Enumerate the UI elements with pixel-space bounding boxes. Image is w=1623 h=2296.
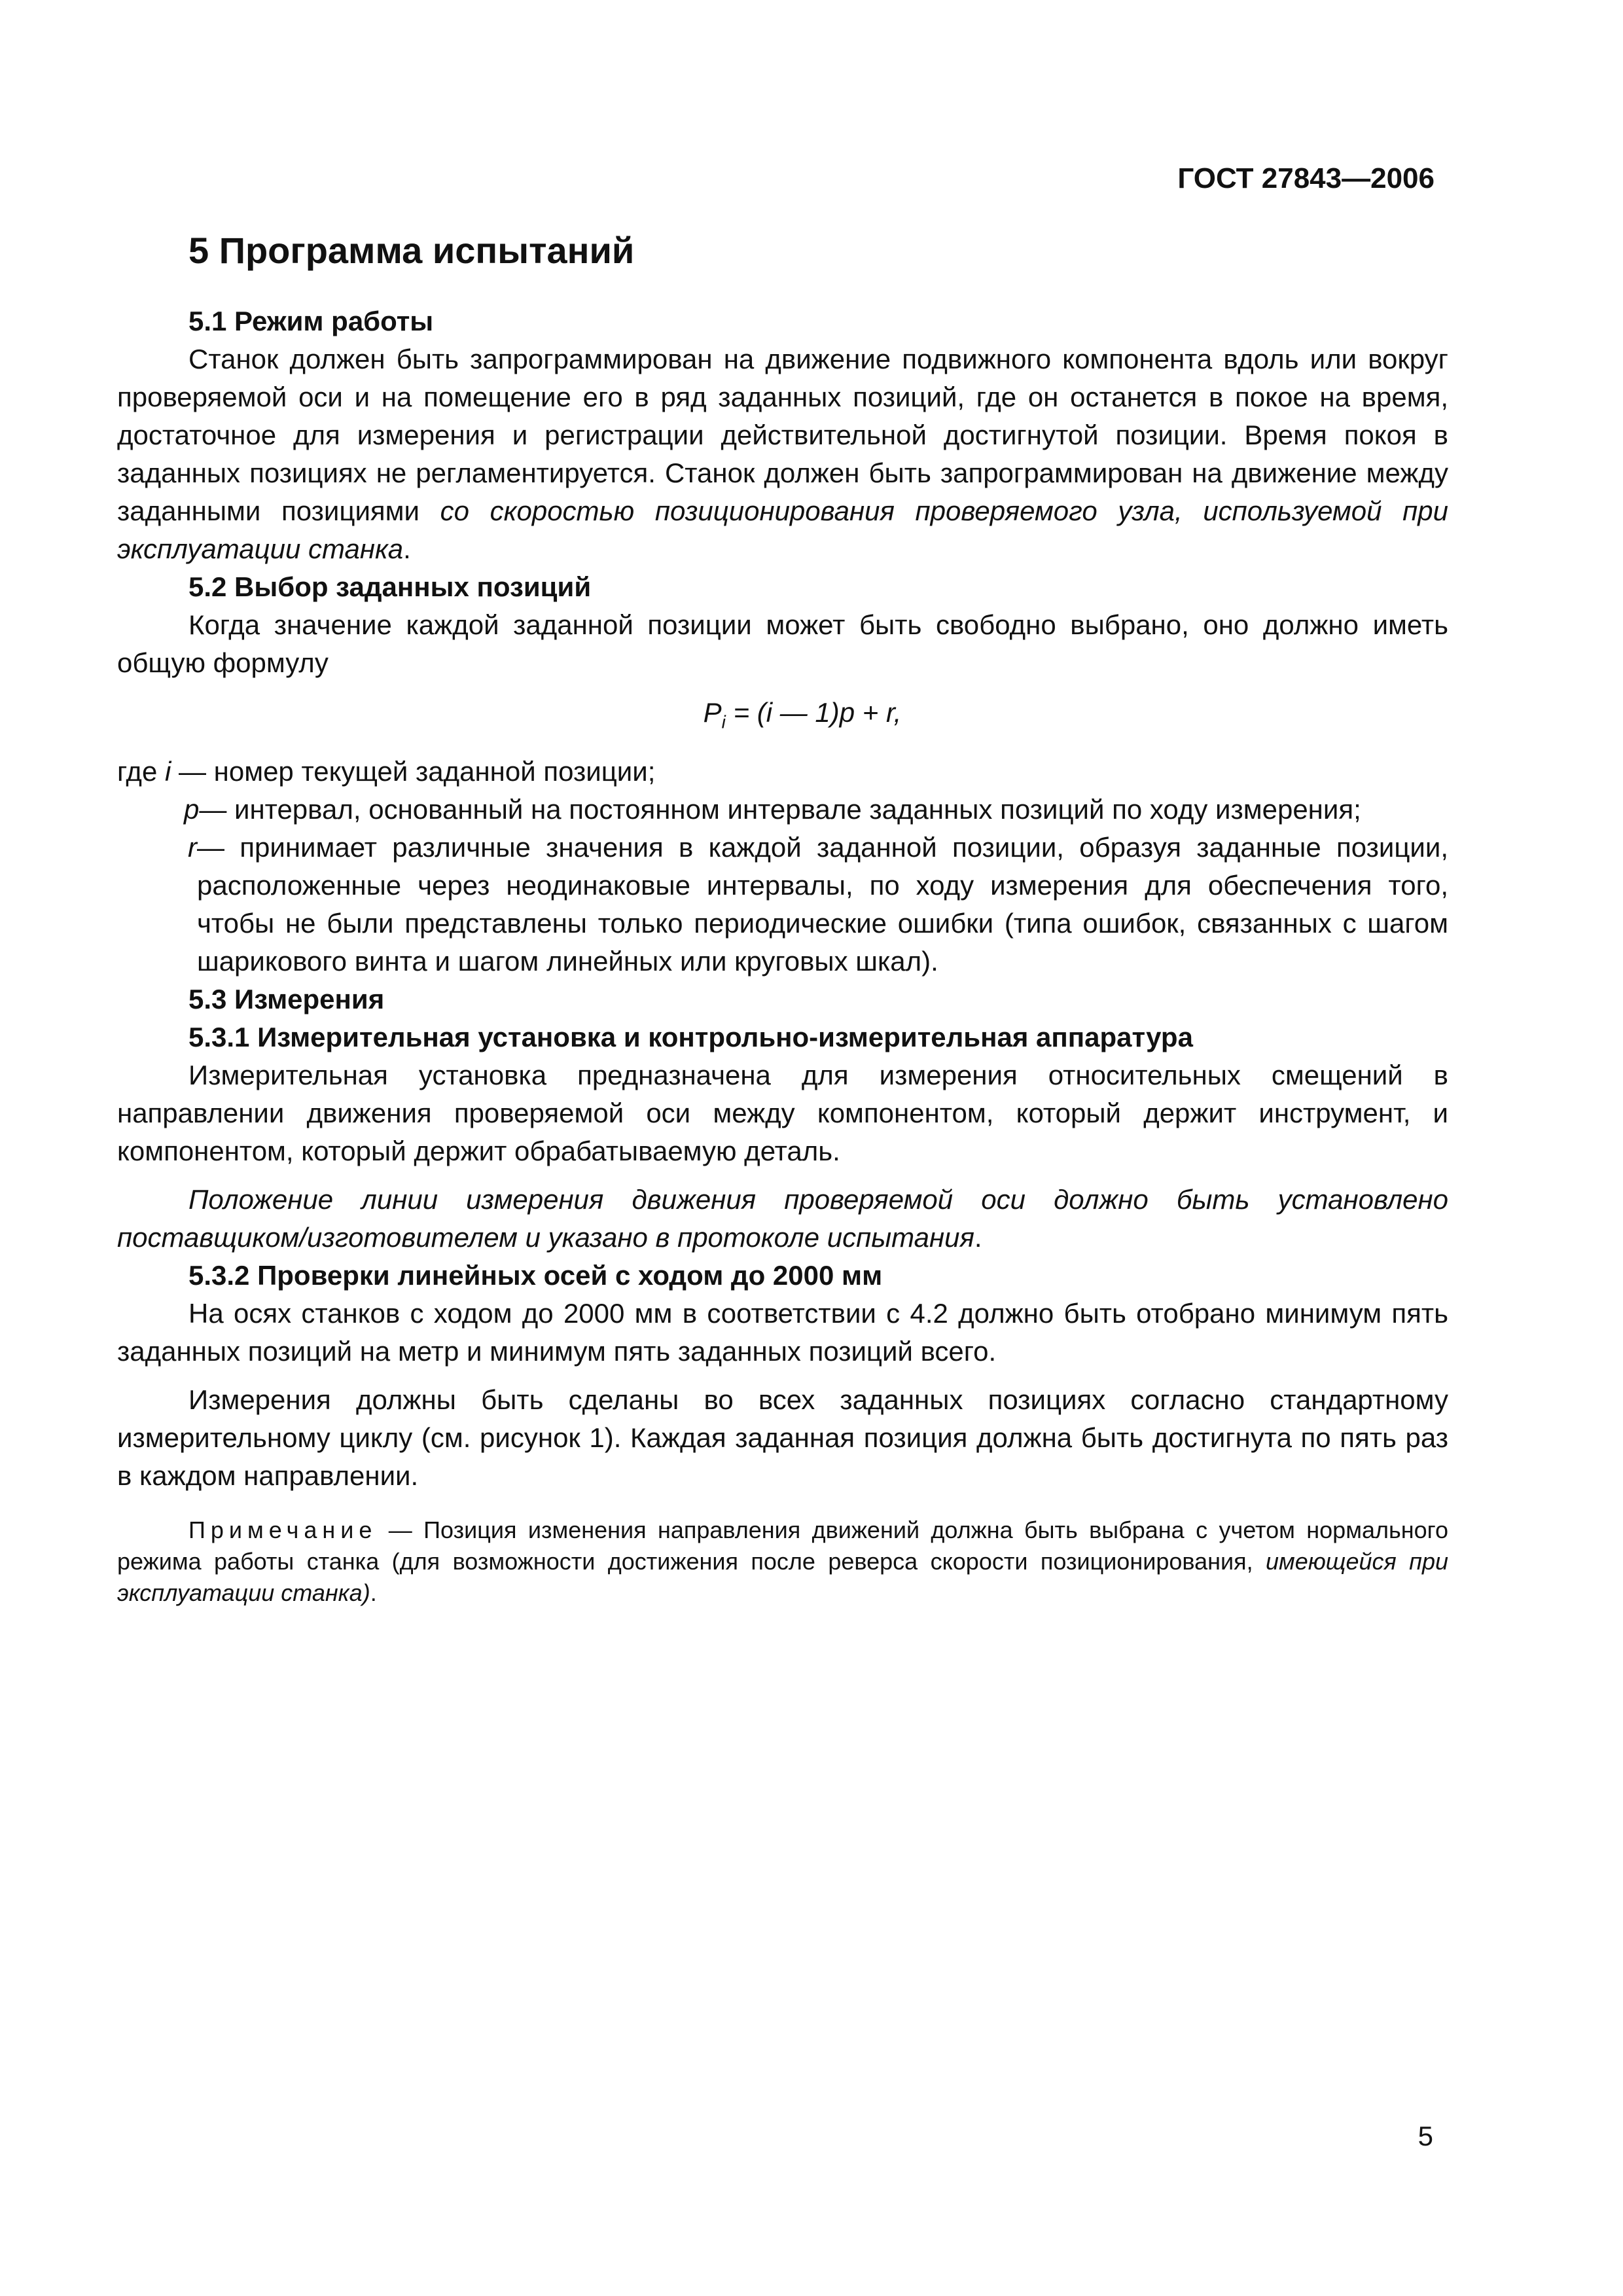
note-text: — Позиция изменения направления движений должна быть выбрана с учетом нормального режима работы станка (для возможности достижения после реверса скорости позиционирования, xyxy=(117,1516,1448,1575)
note-end: . xyxy=(370,1579,377,1607)
formula-lhs: P xyxy=(703,697,722,728)
subsection-heading-5-3: 5.3 Измерения xyxy=(188,984,385,1015)
definition-text: — принимает различные значения в каждой заданной позиции, образуя заданные позиции, расположенные через неодинаковые интервалы, по ходу измерения для обеспечения того, чтобы не были представлены только периодические ошибки (типа ошибок, связанных с шагом шарикового винта и шагом линейных или круговых шкал). xyxy=(197,832,1448,977)
text-span: . xyxy=(974,1222,982,1253)
definition-i xyxy=(117,753,1448,791)
variable-r: r xyxy=(188,832,197,863)
text-span: . xyxy=(403,533,411,564)
document-id: ГОСТ 27843—2006 xyxy=(1177,162,1435,194)
page-number: 5 xyxy=(1418,2121,1433,2151)
paragraph-5-2: Когда значение каждой заданной позиции может быть свободно выбрано, оно должно иметь общую формулу xyxy=(117,609,1448,678)
definition-p xyxy=(117,791,1448,829)
italic-span: со скоростью позиционирования проверяемого узла, используемой при эксплуатации станка xyxy=(117,495,1448,564)
definition-r xyxy=(117,829,1448,980)
note xyxy=(117,1515,1448,1609)
text-span: Станок должен быть запрограммирован на движение подвижного компонента вдоль или вокруг проверяемой оси и на помещение его в ряд заданных позиций, где он останется в покое на время, достаточное для измерения и регистрации действительной достигнутой позиции. Время покоя в заданных позициях не регламентируется. Станок должен быть запрограммирован на движение между заданными позициями xyxy=(117,344,1448,526)
formula xyxy=(117,694,1448,741)
italic-span: Положение линии измерения движения проверяемой оси должно быть установлено поставщиком/изготовителем и указано в протоколе испытания xyxy=(117,1184,1448,1253)
note-label: Примечание xyxy=(188,1516,378,1544)
subsection-heading-5-1: 5.1 Режим работы xyxy=(188,306,434,336)
where-label: где xyxy=(117,756,165,787)
paragraph-5-3-1-italic xyxy=(117,1181,1448,1257)
page-content xyxy=(117,302,1448,1609)
variable-p: p xyxy=(184,794,200,825)
paragraph-5-3-2-b: Измерения должны быть сделаны во всех заданных позициях согласно стандартному измерительному циклу (см. рисунок 1). Каждая заданная позиция должна быть достигнута по пять раз в каждом направлении. xyxy=(117,1384,1448,1492)
definition-text: — номер текущей заданной позиции; xyxy=(171,756,656,787)
formula-subscript: i xyxy=(721,711,726,732)
formula-rhs: = (i — 1)p + r, xyxy=(725,697,902,728)
subsection-heading-5-2: 5.2 Выбор заданных позиций xyxy=(188,571,592,602)
subsection-heading-5-3-1: 5.3.1 Измерительная установка и контрольно-измерительная аппаратура xyxy=(188,1022,1193,1053)
definition-text: — интервал, основанный на постоянном интервале заданных позиций по ходу измерения; xyxy=(199,794,1361,825)
variable-i: i xyxy=(164,756,171,787)
section-title: 5 Программа испытаний xyxy=(188,230,635,271)
paragraph-5-1 xyxy=(117,340,1448,568)
paragraph-5-3-2-a: На осях станков с ходом до 2000 мм в соответствии с 4.2 должно быть отобрано минимум пять заданных позиций на метр и минимум пять заданных позиций всего. xyxy=(117,1298,1448,1367)
paragraph-5-3-1: Измерительная установка предназначена для измерения относительных смещений в направлении движения проверяемой оси между компонентом, который держит инструмент, и компонентом, который держит обрабатываемую деталь. xyxy=(117,1060,1448,1167)
note-italic: имеющейся при эксплуатации станка) xyxy=(117,1548,1448,1607)
subsection-heading-5-3-2: 5.3.2 Проверки линейных осей с ходом до 2000 мм xyxy=(188,1260,883,1291)
